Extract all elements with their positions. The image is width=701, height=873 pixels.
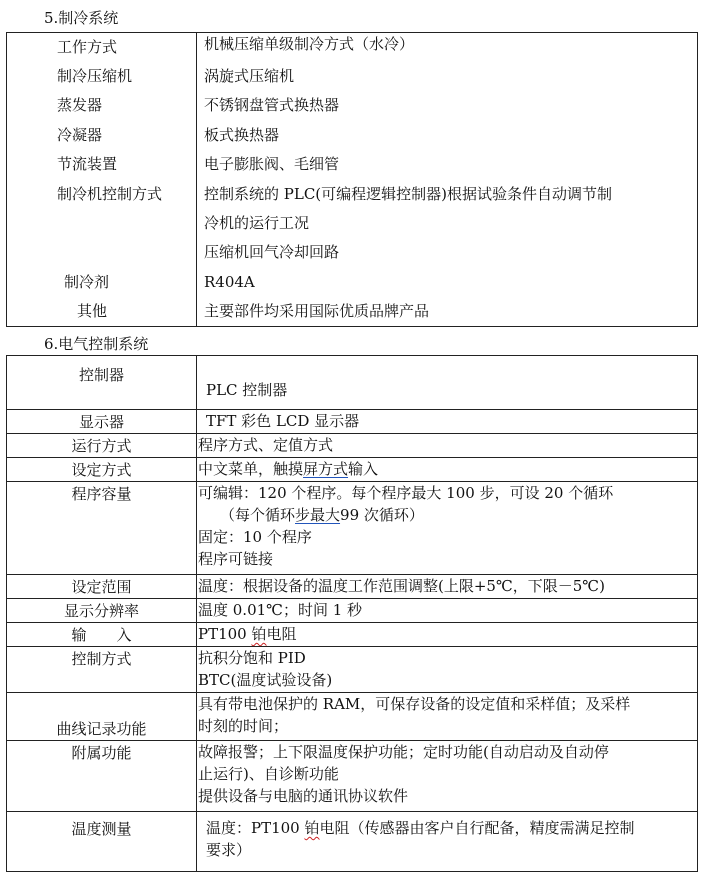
row-value: PLC 控制器 bbox=[197, 356, 698, 410]
table-row bbox=[7, 434, 698, 458]
capacity-line-4: 程序可链接 bbox=[198, 550, 274, 568]
row-value: 程序方式、定值方式 bbox=[197, 434, 698, 458]
accessory-line-2: 止运行)、自诊断功能 bbox=[198, 765, 339, 783]
input-text-a: PT100 bbox=[198, 625, 252, 643]
row-label: 制冷机控制方式 bbox=[7, 180, 197, 209]
section-5-heading: 5.制冷系统 bbox=[44, 9, 119, 27]
row-label: 节流装置 bbox=[7, 150, 197, 179]
temp-measure-line-1 bbox=[206, 817, 697, 839]
input-text-c: 电阻 bbox=[266, 625, 297, 643]
table-row bbox=[7, 356, 698, 410]
row-value: 不锈钢盘管式换热器 bbox=[197, 91, 698, 120]
table-row bbox=[7, 62, 698, 91]
table-row bbox=[7, 599, 698, 623]
table-row bbox=[7, 482, 698, 575]
table-row bbox=[7, 575, 698, 599]
row-value: 温度 0.01℃；时间 1 秒 bbox=[197, 599, 698, 623]
temp-measure-text-c: 电阻（传感器由客户自行配备，精度需满足控制 bbox=[319, 819, 635, 837]
temp-measure-line-2: 要求） bbox=[206, 841, 252, 859]
table-row bbox=[7, 91, 698, 120]
row-label: 设定范围 bbox=[7, 575, 197, 599]
accessory-line-3: 提供设备与电脑的通讯协议软件 bbox=[198, 787, 409, 805]
row-value bbox=[197, 458, 698, 482]
set-mode-text-c: 输入 bbox=[348, 460, 379, 478]
row-label: 显示分辨率 bbox=[7, 599, 197, 623]
row-value bbox=[197, 623, 698, 647]
row-value bbox=[197, 741, 698, 812]
table-row bbox=[7, 812, 698, 872]
row-value: 板式换热器 bbox=[197, 121, 698, 150]
row-label bbox=[7, 209, 197, 238]
section-6-heading: 6.电气控制系统 bbox=[44, 335, 149, 353]
table-row bbox=[7, 33, 698, 63]
table-row bbox=[7, 647, 698, 693]
set-mode-text-b: 屏方式 bbox=[303, 460, 349, 478]
row-value bbox=[197, 812, 698, 872]
row-label: 程序容量 bbox=[7, 482, 197, 575]
row-value: 控制系统的 PLC(可编程逻辑控制器)根据试验条件自动调节制 bbox=[197, 180, 698, 209]
refrigeration-table bbox=[6, 32, 698, 327]
table-row bbox=[7, 693, 698, 741]
capacity-line-1: 可编辑：120 个程序。每个程序最大 100 步，可设 20 个循环 bbox=[198, 484, 614, 502]
row-value: 机械压缩单级制冷方式（水冷） bbox=[197, 33, 698, 63]
table-row bbox=[7, 238, 698, 267]
row-label: 温度测量 bbox=[7, 812, 197, 872]
row-value: 冷机的运行工况 bbox=[197, 209, 698, 238]
table-row bbox=[7, 209, 698, 238]
control-line-1: 抗积分饱和 PID bbox=[198, 649, 306, 667]
row-label: 工作方式 bbox=[7, 33, 197, 63]
row-value: TFT 彩色 LCD 显示器 bbox=[197, 410, 698, 434]
table-row bbox=[7, 150, 698, 179]
capacity-line-2-c: 99 次循环） bbox=[340, 506, 424, 524]
row-label: 显示器 bbox=[7, 410, 197, 434]
row-value: R404A bbox=[197, 268, 698, 297]
row-label: 附属功能 bbox=[7, 741, 197, 812]
input-text-b: 铂 bbox=[251, 625, 267, 643]
table-row bbox=[7, 410, 698, 434]
table-row bbox=[7, 121, 698, 150]
row-label: 制冷压缩机 bbox=[7, 62, 197, 91]
table-row bbox=[7, 180, 698, 209]
row-label: 曲线记录功能 bbox=[7, 693, 197, 741]
capacity-line-2-b: 步最大 bbox=[295, 506, 341, 524]
row-label: 制冷剂 bbox=[7, 268, 197, 297]
row-label: 其他 bbox=[7, 297, 197, 327]
row-value bbox=[197, 693, 698, 741]
control-line-2: BTC(温度试验设备) bbox=[198, 671, 333, 689]
row-label: 蒸发器 bbox=[7, 91, 197, 120]
accessory-line-1: 故障报警；上下限温度保护功能；定时功能(自动启动及自动停 bbox=[198, 743, 609, 761]
row-label: 控制器 bbox=[7, 356, 197, 410]
temp-measure-text-a: 温度：PT100 bbox=[206, 819, 305, 837]
row-label: 控制方式 bbox=[7, 647, 197, 693]
set-mode-text-a: 中文菜单，触摸 bbox=[198, 460, 304, 478]
row-value: 主要部件均采用国际优质品牌产品 bbox=[197, 297, 698, 327]
curve-line-2: 时刻的时间； bbox=[198, 717, 289, 735]
row-value: 电子膨胀阀、毛细管 bbox=[197, 150, 698, 179]
table-row bbox=[7, 268, 698, 297]
row-value: 温度：根据设备的温度工作范围调整(上限+5℃，下限－5℃) bbox=[197, 575, 698, 599]
capacity-line-3: 固定：10 个程序 bbox=[198, 528, 312, 546]
row-value: 涡旋式压缩机 bbox=[197, 62, 698, 91]
row-value bbox=[197, 647, 698, 693]
capacity-line-2-a: （每个循环 bbox=[220, 506, 296, 524]
table-row bbox=[7, 623, 698, 647]
table-row bbox=[7, 297, 698, 327]
electrical-control-table bbox=[6, 355, 698, 872]
row-value: 压缩机回气冷却回路 bbox=[197, 238, 698, 267]
table-row bbox=[7, 458, 698, 482]
row-label: 运行方式 bbox=[7, 434, 197, 458]
table-row bbox=[7, 741, 698, 812]
row-label: 输 入 bbox=[7, 623, 197, 647]
row-label bbox=[7, 238, 197, 267]
row-value bbox=[197, 482, 698, 575]
row-label: 冷凝器 bbox=[7, 121, 197, 150]
temp-measure-text-b: 铂 bbox=[304, 819, 320, 837]
row-label: 设定方式 bbox=[7, 458, 197, 482]
curve-line-1: 具有带电池保护的 RAM，可保存设备的设定值和采样值；及采样 bbox=[198, 695, 631, 713]
capacity-line-2 bbox=[198, 504, 697, 526]
